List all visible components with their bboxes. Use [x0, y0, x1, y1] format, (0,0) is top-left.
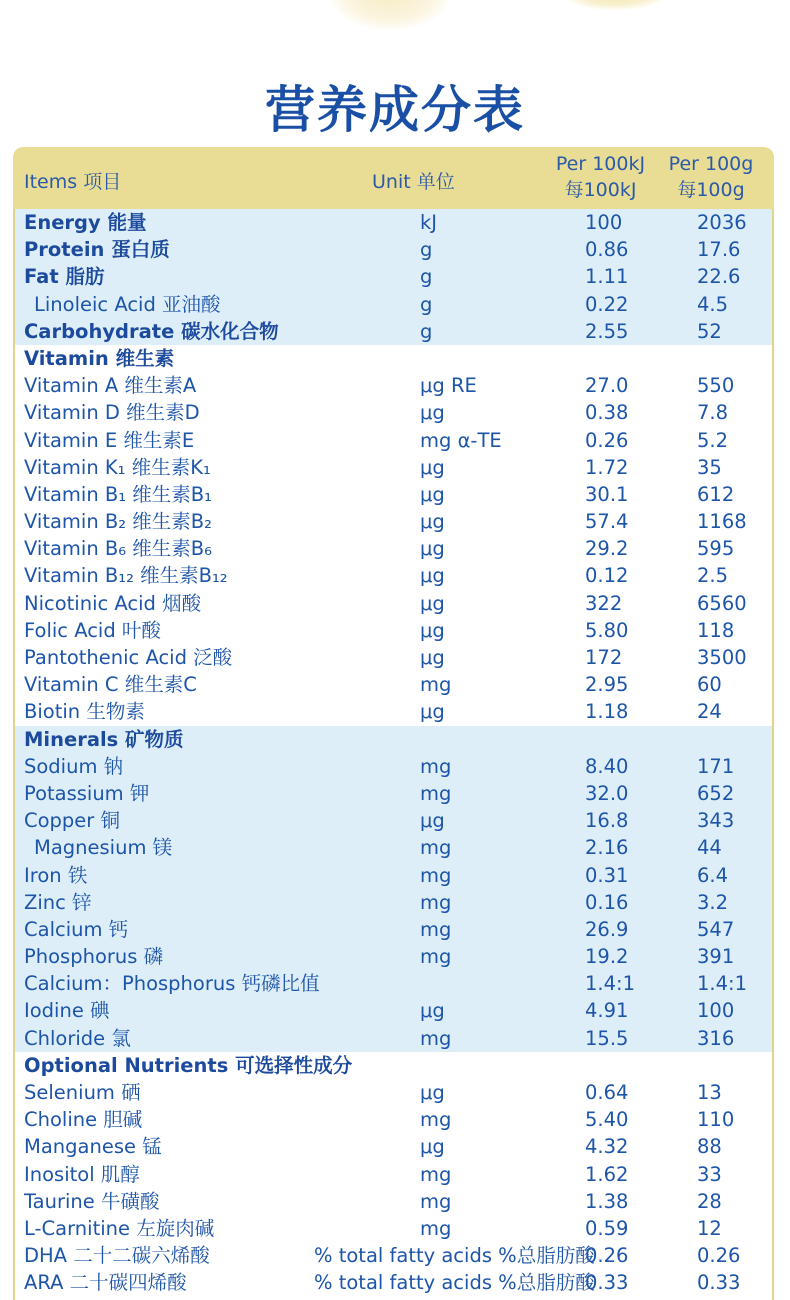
- value-per-100g: 5.2: [697, 428, 729, 452]
- nutrient-name: Chloride 氯: [24, 1026, 131, 1050]
- nutrient-name: Sodium 钠: [24, 754, 124, 778]
- table-row: [15, 454, 772, 481]
- value-per-100g: 547: [697, 917, 735, 941]
- value-per-100kj: 5.80: [585, 618, 629, 642]
- table-row: [15, 698, 772, 725]
- nutrient-unit: μg RE: [420, 374, 477, 398]
- value-per-100kj: 29.2: [585, 537, 629, 561]
- table-row: [15, 291, 772, 318]
- value-per-100kj: 19.2: [585, 945, 629, 969]
- value-per-100kj: 0.31: [585, 863, 629, 887]
- nutrient-unit: μg: [420, 401, 445, 425]
- nutrient-unit: mg: [420, 917, 452, 941]
- nutrient-name: Biotin 生物素: [24, 700, 145, 724]
- value-per-100kj: 0.64: [585, 1081, 629, 1104]
- nutrient-name: Vitamin 维生素: [24, 346, 175, 370]
- nutrient-unit: mg α-TE: [420, 428, 502, 452]
- nutrient-name: Nicotinic Acid 烟酸: [24, 591, 202, 615]
- nutrient-unit: mg: [420, 890, 452, 914]
- nutrient-unit: mg: [420, 1162, 452, 1186]
- value-per-100g: 12: [697, 1216, 722, 1240]
- nutrient-unit: μg: [420, 537, 445, 561]
- nutrient-unit: g: [420, 238, 433, 262]
- nutrient-unit: mg: [420, 945, 452, 969]
- nutrient-name: Vitamin B₆ 维生素B₆: [24, 537, 212, 561]
- table-row: [15, 590, 772, 617]
- table-row: [15, 644, 772, 671]
- value-per-100g: 391: [697, 945, 735, 969]
- header-per-100kj-en: Per 100kJ: [555, 153, 646, 175]
- nutrient-unit: % total fatty acids %总脂肪酸: [314, 1244, 595, 1268]
- nutrient-name: DHA 二十二碳六烯酸: [24, 1244, 210, 1268]
- value-per-100kj: 1.62: [585, 1162, 629, 1186]
- nutrient-unit: g: [420, 265, 433, 289]
- value-per-100g: 3.2: [697, 890, 729, 914]
- value-per-100kj: 30.1: [585, 482, 629, 506]
- value-per-100g: 2036: [697, 211, 747, 234]
- table-row: [15, 427, 772, 454]
- nutrient-unit: mg: [420, 781, 452, 805]
- value-per-100kj: 1.72: [585, 455, 629, 479]
- value-per-100g: 24: [697, 700, 722, 724]
- value-per-100kj: 0.12: [585, 564, 629, 588]
- table-header: [13, 147, 774, 209]
- table-body: [15, 209, 772, 1297]
- value-per-100g: 100: [697, 999, 735, 1023]
- nutrient-unit: mg: [420, 1216, 452, 1240]
- value-per-100g: 0.33: [697, 1271, 741, 1295]
- header-per-100g: [665, 151, 757, 203]
- table-row: [15, 807, 772, 834]
- table-row: [15, 1215, 772, 1242]
- table-row: [15, 562, 772, 589]
- nutrient-unit: μg: [420, 564, 445, 588]
- nutrient-name: Vitamin A 维生素A: [24, 374, 197, 398]
- value-per-100kj: 1.18: [585, 700, 629, 724]
- value-per-100kj: 15.5: [585, 1026, 629, 1050]
- nutrient-name: Calcium：Phosphorus 钙磷比值: [24, 972, 320, 996]
- nutrient-unit: μg: [420, 700, 445, 724]
- table-row: [15, 399, 772, 426]
- nutrient-name: Fat 脂肪: [24, 265, 105, 289]
- value-per-100g: 0.26: [697, 1244, 741, 1268]
- nutrient-unit: mg: [420, 1189, 452, 1213]
- value-per-100kj: 1.4:1: [585, 972, 635, 996]
- nutrient-name: Energy 能量: [24, 211, 147, 234]
- nutrient-unit: μg: [420, 809, 445, 833]
- nutrient-unit: g: [420, 292, 433, 316]
- header-unit: Unit 单位: [372, 171, 455, 193]
- value-per-100g: 44: [697, 836, 722, 860]
- nutrient-name: Calcium 钙: [24, 917, 129, 941]
- table-row: [15, 970, 772, 997]
- nutrient-unit: μg: [420, 1135, 445, 1159]
- nutrient-unit: mg: [420, 836, 452, 860]
- value-per-100kj: 0.16: [585, 890, 629, 914]
- nutrient-unit: μg: [420, 999, 445, 1023]
- table-section-row: [15, 318, 772, 345]
- value-per-100g: 1168: [697, 510, 747, 534]
- nutrient-unit: μg: [420, 455, 445, 479]
- table-row: [15, 889, 772, 916]
- value-per-100g: 4.5: [697, 292, 729, 316]
- value-per-100g: 13: [697, 1081, 722, 1104]
- value-per-100kj: 5.40: [585, 1108, 629, 1132]
- value-per-100g: 612: [697, 482, 735, 506]
- value-per-100g: 316: [697, 1026, 735, 1050]
- nutrient-name: Carbohydrate 碳水化合物: [24, 319, 279, 343]
- value-per-100g: 550: [697, 374, 735, 398]
- table-row: [15, 1161, 772, 1188]
- value-per-100g: 52: [697, 319, 722, 343]
- value-per-100g: 28: [697, 1189, 722, 1213]
- table-row: [15, 1133, 772, 1160]
- table-row: [15, 508, 772, 535]
- value-per-100kj: 0.22: [585, 292, 629, 316]
- header-per-100kj-zh: 每100kJ: [564, 179, 637, 201]
- table-row: [15, 1188, 772, 1215]
- nutrient-unit: μg: [420, 646, 445, 669]
- nutrient-name: Vitamin C 维生素C: [24, 673, 197, 697]
- nutrient-name: Vitamin B₁₂ 维生素B₁₂: [24, 564, 228, 588]
- value-per-100g: 171: [697, 754, 735, 778]
- value-per-100kj: 26.9: [585, 917, 629, 941]
- nutrient-name: Pantothenic Acid 泛酸: [24, 646, 233, 669]
- table-section-row: [15, 236, 772, 263]
- nutrient-name: Choline 胆碱: [24, 1108, 143, 1132]
- value-per-100kj: 100: [585, 211, 623, 234]
- value-per-100kj: 0.59: [585, 1216, 629, 1240]
- value-per-100g: 35: [697, 455, 722, 479]
- nutrient-name: ARA 二十碳四烯酸: [24, 1271, 187, 1295]
- nutrient-unit: μg: [420, 591, 445, 615]
- table-row: [15, 997, 772, 1024]
- table-right-border: [772, 209, 774, 1300]
- nutrient-name: Inositol 肌醇: [24, 1162, 140, 1186]
- nutrient-name: Vitamin B₂ 维生素B₂: [24, 510, 212, 534]
- nutrition-table: [13, 147, 774, 1300]
- value-per-100kj: 57.4: [585, 510, 629, 534]
- value-per-100g: 33: [697, 1162, 722, 1186]
- table-row: [15, 1242, 772, 1269]
- value-per-100kj: 322: [585, 591, 623, 615]
- nutrient-name: Vitamin E 维生素E: [24, 428, 195, 452]
- nutrient-name: Iodine 碘: [24, 999, 110, 1023]
- nutrient-unit: mg: [420, 863, 452, 887]
- value-per-100kj: 16.8: [585, 809, 629, 833]
- header-per-100g-en: Per 100g: [668, 153, 754, 175]
- value-per-100g: 6560: [697, 591, 747, 615]
- table-row: [15, 481, 772, 508]
- value-per-100kj: 0.26: [585, 1244, 629, 1268]
- value-per-100g: 343: [697, 809, 735, 833]
- nutrient-unit: μg: [420, 618, 445, 642]
- nutrient-name: Folic Acid 叶酸: [24, 618, 161, 642]
- value-per-100kj: 8.40: [585, 754, 629, 778]
- value-per-100g: 22.6: [697, 265, 741, 289]
- header-items: Items 项目: [24, 171, 122, 193]
- value-per-100kj: 172: [585, 646, 623, 669]
- nutrient-name: Optional Nutrients 可选择性成分: [24, 1053, 353, 1077]
- header-per-100kj: [553, 151, 648, 203]
- value-per-100kj: 2.16: [585, 836, 629, 860]
- value-per-100kj: 1.11: [585, 265, 629, 289]
- value-per-100g: 3500: [697, 646, 747, 669]
- nutrient-name: Potassium 钾: [24, 781, 150, 805]
- value-per-100g: 17.6: [697, 238, 741, 262]
- nutrient-unit: mg: [420, 1108, 452, 1132]
- nutrient-unit: μg: [420, 510, 445, 534]
- nutrient-name: Vitamin B₁ 维生素B₁: [24, 482, 212, 506]
- nutrient-unit: μg: [420, 482, 445, 506]
- nutrient-unit: mg: [420, 754, 452, 778]
- table-section-row: [15, 263, 772, 290]
- table-section-row: [15, 1052, 772, 1079]
- nutrient-unit: μg: [420, 1081, 445, 1104]
- table-row: [15, 1106, 772, 1133]
- value-per-100kj: 0.33: [585, 1271, 629, 1295]
- value-per-100g: 88: [697, 1135, 722, 1159]
- table-row: [15, 372, 772, 399]
- value-per-100kj: 4.91: [585, 999, 629, 1023]
- nutrient-name: Magnesium 镁: [34, 836, 173, 860]
- value-per-100kj: 0.38: [585, 401, 629, 425]
- table-row: [15, 916, 772, 943]
- table-section-row: [15, 209, 772, 236]
- table-row: [15, 1079, 772, 1106]
- nutrient-unit: g: [420, 319, 433, 343]
- nutrient-name: Vitamin D 维生素D: [24, 401, 200, 425]
- value-per-100kj: 0.26: [585, 428, 629, 452]
- nutrient-name: Copper 铜: [24, 809, 121, 833]
- value-per-100kj: 32.0: [585, 781, 629, 805]
- table-row: [15, 862, 772, 889]
- nutrient-name: Taurine 牛磺酸: [24, 1189, 160, 1213]
- nutrient-unit: mg: [420, 673, 452, 697]
- value-per-100kj: 0.86: [585, 238, 629, 262]
- value-per-100g: 2.5: [697, 564, 729, 588]
- value-per-100kj: 27.0: [585, 374, 629, 398]
- decorative-glow: [560, 0, 670, 10]
- nutrient-name: Zinc 锌: [24, 890, 92, 914]
- table-section-row: [15, 345, 772, 372]
- nutrient-name: Protein 蛋白质: [24, 238, 170, 262]
- nutrient-name: Phosphorus 磷: [24, 945, 164, 969]
- nutrient-name: Vitamin K₁ 维生素K₁: [24, 455, 211, 479]
- table-row: [15, 753, 772, 780]
- table-section-row: [15, 726, 772, 753]
- table-row: [15, 1269, 772, 1296]
- table-row: [15, 780, 772, 807]
- value-per-100g: 6.4: [697, 863, 729, 887]
- nutrient-name: Manganese 锰: [24, 1135, 162, 1159]
- nutrient-name: L-Carnitine 左旋肉碱: [24, 1216, 215, 1240]
- nutrient-unit: % total fatty acids %总脂肪酸: [314, 1271, 595, 1295]
- nutrient-name: Iron 铁: [24, 863, 88, 887]
- table-row: [15, 943, 772, 970]
- value-per-100g: 7.8: [697, 401, 729, 425]
- value-per-100kj: 4.32: [585, 1135, 629, 1159]
- value-per-100g: 110: [697, 1108, 735, 1132]
- table-row: [15, 617, 772, 644]
- header-per-100g-zh: 每100g: [677, 179, 745, 201]
- value-per-100g: 118: [697, 618, 735, 642]
- table-row: [15, 834, 772, 861]
- decorative-glow: [330, 0, 450, 30]
- value-per-100g: 652: [697, 781, 735, 805]
- value-per-100g: 595: [697, 537, 735, 561]
- nutrient-unit: kJ: [420, 211, 438, 234]
- value-per-100g: 1.4:1: [697, 972, 747, 996]
- nutrient-name: Minerals 矿物质: [24, 727, 184, 751]
- table-row: [15, 671, 772, 698]
- value-per-100g: 60: [697, 673, 722, 697]
- nutrient-unit: mg: [420, 1026, 452, 1050]
- table-row: [15, 535, 772, 562]
- nutrient-name: Linoleic Acid 亚油酸: [34, 292, 221, 316]
- table-row: [15, 1025, 772, 1052]
- value-per-100kj: 1.38: [585, 1189, 629, 1213]
- nutrient-name: Selenium 硒: [24, 1081, 141, 1104]
- value-per-100kj: 2.55: [585, 319, 629, 343]
- value-per-100kj: 2.95: [585, 673, 629, 697]
- page-title: 营养成分表: [265, 81, 525, 139]
